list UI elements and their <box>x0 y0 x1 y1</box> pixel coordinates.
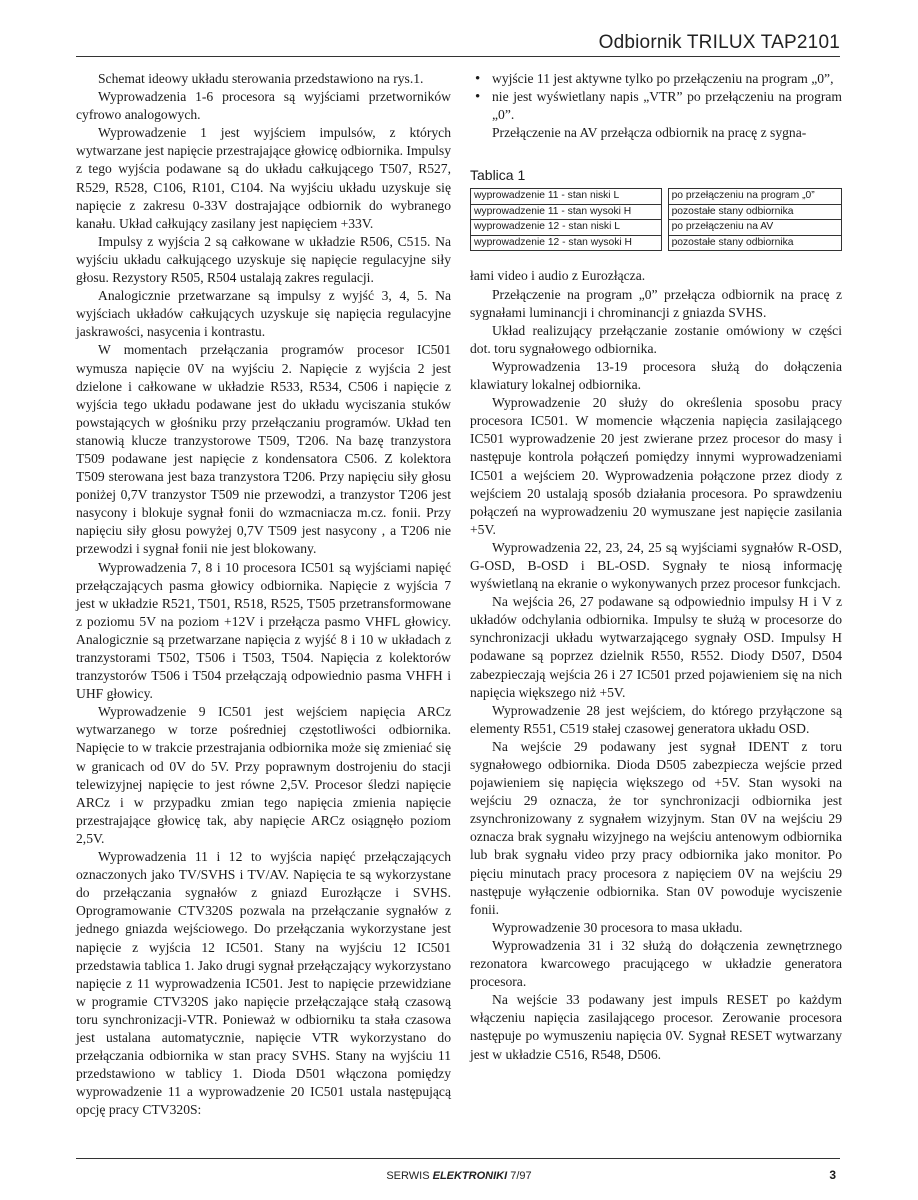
option-list <box>470 70 842 124</box>
table-gap <box>661 204 668 220</box>
paragraph: Wyprowadzenia 13-19 procesora służą do dołączenia klawiatury lokalnej odbiornika. <box>470 358 842 393</box>
paragraph: Na wejścia 26, 27 podawane są odpowiednio impulsy H i V z układów odchylania odbiornika. Impulsy te służą w procesorze do synchronizacji układu wytwarzającego sygnały OSD. Impulsy H podawane są poprzez dzielnik R550, R552. Diody D507, D504 zabezpieczają wejścia 26 i 27 IC501 przed pojawieniem się na nich napięcia większego niż +5V. <box>470 594 842 700</box>
footer-brand: ELEKTRONIKI <box>432 1170 508 1182</box>
paragraph: Układ realizujący przełączanie zostanie omówiony w części dot. toru sygnałowego odbiornika. <box>470 322 842 356</box>
paragraph: Analogicznie przetwarzane są impulsy z wyjść 3, 4, 5. Na wyjściach układów całkujących uzyskuje się napięcia regulacyjne jaskrawości, nasycenia i kontrastu. <box>76 288 451 340</box>
table-row <box>471 220 842 236</box>
paragraph: Wyprowadzenia 7, 8 i 10 procesora IC501 są wyjściami napięć przełączających pasma głowicy odbiornika. Napięcie z wyjścia 7 jest w układzie R521, T501, R518, R525, T505 przetransformowane z poziomu 5V na poziom +12V i przełącza pasmo VHFL głowicy. Analogicznie są przetwarzane napięcia z wyjść 8 i 10 w układach z tranzystorami T502, T506 i T503, T504. Napięcia z kolektorów tranzystorów T506 i T504 przełączają odpowiednio pasma VHFH i UHF głowicy. <box>76 559 451 702</box>
table-cell-state: wyprowadzenie 11 - stan wysoki H <box>471 204 662 220</box>
paragraph: Wyprowadzenia 31 i 32 służą do dołączenia zewnętrznego rezonatora kwarcowego pracującego w układzie generatora procesora. <box>470 937 842 990</box>
table-cell-state: wyprowadzenie 11 - stan niski L <box>471 189 662 205</box>
page-header-title: Odbiornik TRILUX TAP2101 <box>598 32 840 53</box>
table-cell-state: wyprowadzenie 12 - stan wysoki H <box>471 235 662 251</box>
table-row <box>471 189 842 205</box>
table-caption: Tablica 1 <box>470 167 526 184</box>
paragraph: Wyprowadzenie 28 jest wejściem, do którego przyłączone są elementy R551, C519 stałej czasowej generatora układu OSD. <box>470 702 842 736</box>
paragraph: łami video i audio z Eurozłącza. <box>470 268 646 284</box>
paragraph: Wyprowadzenie 20 służy do określenia sposobu pracy procesora IC501. W momencie włączenia napięcia zasilającego IC501 wyprowadzenie 20 jest zwierane przez procesor do masy i następuje kontrola połączeń pomiędzy innymi wyprowadzeniami IC501 a wejściem 20. Wyprowadzenia połączone przez diody z wejściem 20 ustalają sposób działania procesora. Po sprawdzeniu połączeń na wyprowadzeniu 20 wymuszane jest napięcie zasilania +5V. <box>470 395 842 537</box>
table-cell-meaning: pozostałe stany odbiornika <box>668 235 841 251</box>
paragraph: Przełączenie na AV przełącza odbiornik na pracę z sygna- <box>492 125 807 141</box>
paragraph: Wyprowadzenia 11 i 12 to wyjścia napięć przełączających oznaczonych jako TV/SVHS i TV/AV. Napięcia te są wykorzystane do przełączania sygnałów z gniazd Eurozłącze i SVHS. Oprogramowanie CTV320S pozwala na przełączanie sygnałów z jednego gniazda wejściowego. Do przełączania wykorzystane jest napięcie z wyjścia 12 IC501. Stany na wyjściu 12 IC501 przedstawia tablica 1. Jako drugi sygnał przełączający wykorzystano napięcie z 11 wyprowadzenia IC501. Jest to napięcie przewidziane w programie CTV320S jako napięcie przełączające stałą czasową toru synchronizacji-VTR. Ponieważ w odbiorniku ta stała czasowa jest ustalana automatycznie, napięcie VTR wykorzystano do przełączania odbiornika w stan pracy SVHS. Stany na wyjściu 11 przedstawiono w tablicy 1. Dioda D501 włączona pomiędzy wyprowadzenie 11 a wyprowadzenie 20 IC501 ustala następującą opcję pracy CTV320S: <box>76 849 451 1118</box>
paragraph: Wyprowadzenie 1 jest wyjściem impulsów, z których wytwarzane jest napięcie przestrajające głowicę odbiornika. Impulsy z tego wyjścia podawane są do układu całkującego T507, R527, R529, R528, C106, R101, C104. Na wyjściu układu uzyskuje się napięcie z zakresu 0-33V dostrajające odbiornik do wybranego kanału. Układ całkujący zasilany jest napięciem +33V. <box>76 125 451 231</box>
table-cell-meaning: pozostałe stany odbiornika <box>668 204 841 220</box>
table-row <box>471 204 842 220</box>
footer-serwis: SERWIS <box>386 1170 430 1182</box>
paragraph: Wyprowadzenie 9 IC501 jest wejściem napięcia ARCz wytwarzanego w torze pośredniej częstotliwości odbiornika. Napięcie to w trakcie przestrajania odbiornika może się zmieniać się w granicach od 0V do 5V. Przy poprawnym dostrojeniu do stacji telewizyjnej napięcie to jest równe 2,5V. Procesor śledzi napięcie ARCz i w przypadku zmian tego napięcia zmienia napięcie przestrajające głowicę tak, aby napięcie ARCz osiągnęło poziom 2,5V. <box>76 704 451 846</box>
footer-issue: 7/97 <box>510 1170 532 1182</box>
paragraph: Schemat ideowy układu sterowania przedstawiono na rys.1. <box>98 71 424 86</box>
page-number: 3 <box>829 1168 836 1182</box>
table-cell-meaning: po przełączeniu na AV <box>668 220 841 236</box>
paragraph: Wyprowadzenia 1-6 procesora są wyjściami przetworników cyfrowo analogowych. <box>76 89 451 123</box>
table-cell-meaning: po przełączeniu na program „0” <box>668 189 841 205</box>
table-gap <box>661 220 668 236</box>
header-rule <box>76 56 840 57</box>
table-row <box>471 235 842 251</box>
paragraph: Na wejście 29 podawany jest sygnał IDENT z toru sygnałowego odbiornika. Dioda D505 zabezpiecza wejście przed pojawieniem się napięcia większego od +5V. Stan wysoki na wejściu 29 oznacza, że tor synchronizacji odbiornika jest zsynchronizowany z sygnałem wizyjnym. Stan 0V na wejściu 29 oznacza brak sygnału wizyjnego na wejściu antenowym odbiornika lub brak sygnału video przy pracy odbiornika jako monitor. Po pięciu minutach pracy procesora z napięciem 0V na wejściu 29 następuje wyłączenie odbiornika. Stan 0V powoduje wyciszenie fonii. <box>470 738 842 917</box>
paragraph: Przełączenie na program „0” przełącza odbiornik na pracę z sygnałami luminancji i chrominancji z gniazda SVHS. <box>470 286 842 320</box>
table-cell-state: wyprowadzenie 12 - stan niski L <box>471 220 662 236</box>
paragraph: Impulsy z wyjścia 2 są całkowane w układzie R506, C515. Na wyjściu układu całkującego uzyskuje się napięcie regulacyjne siły głosu. Rezystory R505, R504 ustalają zakres regulacji. <box>76 233 451 286</box>
table-gap <box>661 235 668 251</box>
list-item: • wyjście 11 jest aktywne tylko po przełączeniu na program „0”, <box>470 70 842 88</box>
table-1 <box>470 188 842 251</box>
paragraph: W momentach przełączania programów procesor IC501 wymusza napięcie 0V na wyjściu 2. Napięcie z wyjścia 2 jest dzielone i całkowane w układzie R533, R534, C506 i napięcie z wyjścia tego układu podawane jest do układu wyciszania stuków powstających w głośniku przy przełączaniu programów. Układ ten stanowią klucze tranzystorowe T509, T206. Na bazę tranzystora T509 podawane jest napięcie z kondensatora C506. Z kolektora T509 sterowana jest baza tranzystora T206. Przy napięciu siły głosu poniżej 0,7V tranzystor T509 nie przewodzi, a tranzystor T206 jest nasycony i blokuje sygnał fonii do wzmacniacza m.cz. fonii. Przy napięciu siły głosu powyżej 0,7V T509 jest nasycony , a T206 nie przewodzi i sygnał fonii nie jest blokowany. <box>76 342 451 557</box>
footer-rule <box>76 1158 840 1159</box>
paragraph: Na wejście 33 podawany jest impuls RESET po każdym włączeniu napięcia zasilającego procesor. Zerowanie procesora następuje po wymuszeniu napięcia 0V. Sygnał RESET wytwarzany jest w układzie C516, R548, D506. <box>470 992 842 1062</box>
table-gap <box>661 189 668 205</box>
paragraph: Wyprowadzenia 22, 23, 24, 25 są wyjściami sygnałów R-OSD, G-OSD, B-OSD i BL-OSD. Sygnały te niosą informację wyświetlaną na ekranie o wykonywanych przez procesor funkcjach. <box>470 539 842 592</box>
right-column <box>470 70 842 1064</box>
footer-magazine <box>0 1170 918 1182</box>
paragraph: Wyprowadzenie 30 procesora to masa układu. <box>492 919 743 935</box>
list-item: • nie jest wyświetlany napis „VTR” po przełączeniu na program „0”. <box>470 88 842 124</box>
left-column <box>76 70 451 1119</box>
